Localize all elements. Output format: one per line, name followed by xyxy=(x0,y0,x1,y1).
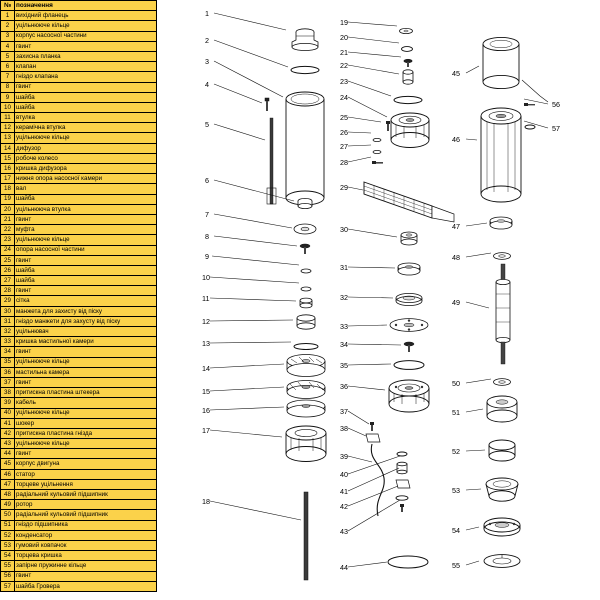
legend-row-number: 2 xyxy=(1,21,15,31)
legend-row-label: захисна планка xyxy=(15,51,157,61)
legend-row-label: уцільнююче кільце xyxy=(15,357,157,367)
legend-row-label: дифузор xyxy=(15,143,157,153)
legend-row-number: 23 xyxy=(1,235,15,245)
legend-row-label: гніздо манжети для захусту від піску xyxy=(15,316,157,326)
callout-number: 8 xyxy=(205,232,209,241)
legend-row-label: нижня опора насосної камери xyxy=(15,174,157,184)
legend-row-label: уцільнююче кільце xyxy=(15,133,157,143)
callout-number: 50 xyxy=(452,379,460,388)
callout-number: 9 xyxy=(205,252,209,261)
callout-number: 52 xyxy=(452,447,460,456)
legend-row-number: 35 xyxy=(1,357,15,367)
legend-row-number: 39 xyxy=(1,398,15,408)
callout-number: 31 xyxy=(340,263,348,272)
legend-row-number: 11 xyxy=(1,113,15,123)
legend-row-label: шайба xyxy=(15,265,157,275)
callout-number: 47 xyxy=(452,222,460,231)
legend-row-label: гвинт xyxy=(15,41,157,51)
legend-row-label: муфта xyxy=(15,225,157,235)
callout-number: 49 xyxy=(452,298,460,307)
callout-number: 42 xyxy=(340,502,348,511)
legend-row-label: гніздо підшипника xyxy=(15,520,157,530)
callout-number: 6 xyxy=(205,176,209,185)
legend-row-number: 3 xyxy=(1,31,15,41)
legend-row-label: торцева кришка xyxy=(15,551,157,561)
legend-row-label: гвинт xyxy=(15,377,157,387)
callout-number: 25 xyxy=(340,113,348,122)
callout-number: 36 xyxy=(340,382,348,391)
callout-number: 35 xyxy=(340,361,348,370)
callout-number: 51 xyxy=(452,408,460,417)
legend-row-number: 6 xyxy=(1,62,15,72)
callout-number: 24 xyxy=(340,93,348,102)
legend-row-label: кришка мастильної камери xyxy=(15,337,157,347)
legend-row-number: 43 xyxy=(1,439,15,449)
legend-row-number: 20 xyxy=(1,204,15,214)
legend-row-label: шокер xyxy=(15,418,157,428)
legend-row-label: торцеве уцільнення xyxy=(15,479,157,489)
legend-row-label: вал xyxy=(15,184,157,194)
legend-row-number: 42 xyxy=(1,428,15,438)
legend-row-label: уцільнююче кільце xyxy=(15,439,157,449)
legend-row-number: 46 xyxy=(1,469,15,479)
legend-row-number: 4 xyxy=(1,41,15,51)
legend-row-label: гвинт xyxy=(15,449,157,459)
legend-row-number: 5 xyxy=(1,51,15,61)
legend-row-label: радіальний кульовий підшипник xyxy=(15,510,157,520)
legend-row-number: 24 xyxy=(1,245,15,255)
legend-row-label: шайба xyxy=(15,102,157,112)
callout-number: 41 xyxy=(340,487,348,496)
callout-number: 14 xyxy=(202,364,210,373)
callout-number: 22 xyxy=(340,61,348,70)
callout-number: 2 xyxy=(205,36,209,45)
legend-row-label: робоче колесо xyxy=(15,153,157,163)
callout-number: 29 xyxy=(340,183,348,192)
legend-row-number: 57 xyxy=(1,581,15,591)
legend-row-number: 12 xyxy=(1,123,15,133)
legend-row-label: корпус двигуна xyxy=(15,459,157,469)
legend-row-label: гвинт xyxy=(15,255,157,265)
callout-number: 17 xyxy=(202,426,210,435)
legend-row-label: гвинт xyxy=(15,571,157,581)
legend-row-number: 28 xyxy=(1,286,15,296)
legend-row-label: ротор xyxy=(15,500,157,510)
legend-row-label: гвинт xyxy=(15,82,157,92)
callout-number: 38 xyxy=(340,424,348,433)
callout-number: 13 xyxy=(202,339,210,348)
callout-number: 40 xyxy=(340,470,348,479)
callout-number: 7 xyxy=(205,210,209,219)
callout-number: 28 xyxy=(340,158,348,167)
legend-row-number: 21 xyxy=(1,214,15,224)
legend-row-number: 17 xyxy=(1,174,15,184)
legend-row-number: 48 xyxy=(1,490,15,500)
callout-number: 5 xyxy=(205,120,209,129)
callout-number: 10 xyxy=(202,273,210,282)
legend-row-number: 38 xyxy=(1,388,15,398)
callout-number: 45 xyxy=(452,69,460,78)
callout-number: 37 xyxy=(340,407,348,416)
legend-row-number: 30 xyxy=(1,306,15,316)
callout-number: 32 xyxy=(340,293,348,302)
callout-number: 34 xyxy=(340,340,348,349)
legend-row-label: притискна пластина гнізда xyxy=(15,428,157,438)
legend-row-label: опора насосної частини xyxy=(15,245,157,255)
legend-row-label: уцільнююче кільце xyxy=(15,235,157,245)
legend-row-label: сітка xyxy=(15,296,157,306)
legend-row-number: 7 xyxy=(1,72,15,82)
legend-row-label: манжета для захисту від піску xyxy=(15,306,157,316)
callout-number: 21 xyxy=(340,48,348,57)
callout-number: 16 xyxy=(202,406,210,415)
legend-row-number: 51 xyxy=(1,520,15,530)
legend-row-label: мастильна камера xyxy=(15,367,157,377)
legend-header-num: № xyxy=(1,1,15,11)
legend-row-number: 55 xyxy=(1,561,15,571)
legend-row-number: 9 xyxy=(1,92,15,102)
legend-row-number: 50 xyxy=(1,510,15,520)
legend-row-number: 56 xyxy=(1,571,15,581)
legend-row-label: гумовий ковпачок xyxy=(15,540,157,550)
callout-number: 44 xyxy=(340,563,348,572)
legend-row-number: 25 xyxy=(1,255,15,265)
legend-row-number: 41 xyxy=(1,418,15,428)
legend-row-label: вихідний фланець xyxy=(15,11,157,21)
legend-row-label: шайба xyxy=(15,92,157,102)
legend-row-number: 44 xyxy=(1,449,15,459)
callout-number: 54 xyxy=(452,526,460,535)
callout-number: 27 xyxy=(340,142,348,151)
legend-row-number: 32 xyxy=(1,327,15,337)
legend-row-number: 53 xyxy=(1,540,15,550)
legend-row-number: 45 xyxy=(1,459,15,469)
callout-number: 4 xyxy=(205,80,209,89)
legend-row-number: 10 xyxy=(1,102,15,112)
legend-row-number: 18 xyxy=(1,184,15,194)
callout-number: 26 xyxy=(340,128,348,137)
callout-number: 3 xyxy=(205,57,209,66)
legend-row-label: шайба xyxy=(15,194,157,204)
callout-number: 39 xyxy=(340,452,348,461)
legend-row-number: 19 xyxy=(1,194,15,204)
callout-number: 57 xyxy=(552,124,560,133)
legend-row-label: шайба xyxy=(15,276,157,286)
legend-row-label: радіальний кульовий підшипник xyxy=(15,490,157,500)
legend-row-label: запірне пружинне кільце xyxy=(15,561,157,571)
legend-row-label: конденсатор xyxy=(15,530,157,540)
callout-number: 23 xyxy=(340,77,348,86)
callout-number: 55 xyxy=(452,561,460,570)
legend-row-number: 49 xyxy=(1,500,15,510)
legend-row-number: 52 xyxy=(1,530,15,540)
callout-number: 33 xyxy=(340,322,348,331)
legend-row-label: уцільнююче кільце xyxy=(15,21,157,31)
legend-row-number: 26 xyxy=(1,265,15,275)
callout-number: 46 xyxy=(452,135,460,144)
legend-row-number: 47 xyxy=(1,479,15,489)
legend-row-label: уцільнююче кільце xyxy=(15,408,157,418)
legend-row-number: 22 xyxy=(1,225,15,235)
legend-row-number: 54 xyxy=(1,551,15,561)
legend-row-number: 34 xyxy=(1,347,15,357)
callout-number: 19 xyxy=(340,18,348,27)
legend-row-label: кришка дифузора xyxy=(15,164,157,174)
legend-row-label: клапан xyxy=(15,62,157,72)
legend-row-label: керамічна втулка xyxy=(15,123,157,133)
legend-row-label: гніздо клапана xyxy=(15,72,157,82)
callout-number: 18 xyxy=(202,497,210,506)
legend-row-number: 31 xyxy=(1,316,15,326)
legend-row-number: 15 xyxy=(1,153,15,163)
legend-row-number: 29 xyxy=(1,296,15,306)
callout-number: 1 xyxy=(205,9,209,18)
legend-row-label: уцільнювач xyxy=(15,327,157,337)
legend-row-label: кабель xyxy=(15,398,157,408)
legend-row-number: 27 xyxy=(1,276,15,286)
callout-number: 30 xyxy=(340,225,348,234)
legend-row-number: 36 xyxy=(1,367,15,377)
callout-number: 20 xyxy=(340,33,348,42)
legend-row-number: 40 xyxy=(1,408,15,418)
legend-row-number: 33 xyxy=(1,337,15,347)
callout-number: 11 xyxy=(202,294,210,303)
legend-row-label: уцільнююча втулка xyxy=(15,204,157,214)
legend-row-number: 1 xyxy=(1,11,15,21)
callout-number: 43 xyxy=(340,527,348,536)
legend-row-label: статор xyxy=(15,469,157,479)
callout-number: 12 xyxy=(202,317,210,326)
legend-row-number: 37 xyxy=(1,377,15,387)
legend-row-label: втулка xyxy=(15,113,157,123)
legend-row-label: шайба Гровера xyxy=(15,581,157,591)
legend-row-number: 14 xyxy=(1,143,15,153)
legend-row-label: гвинт xyxy=(15,214,157,224)
callout-number: 15 xyxy=(202,387,210,396)
legend-row-label: корпус насосної частини xyxy=(15,31,157,41)
legend-row-label: гвинт xyxy=(15,347,157,357)
legend-row-label: притискна пластина штекера xyxy=(15,388,157,398)
legend-row-label: гвинт xyxy=(15,286,157,296)
callout-number: 53 xyxy=(452,486,460,495)
callout-number: 56 xyxy=(552,100,560,109)
legend-row-number: 8 xyxy=(1,82,15,92)
legend-row-number: 16 xyxy=(1,164,15,174)
callout-number: 48 xyxy=(452,253,460,262)
legend-header-text: позначення xyxy=(15,1,157,11)
legend-row-number: 13 xyxy=(1,133,15,143)
